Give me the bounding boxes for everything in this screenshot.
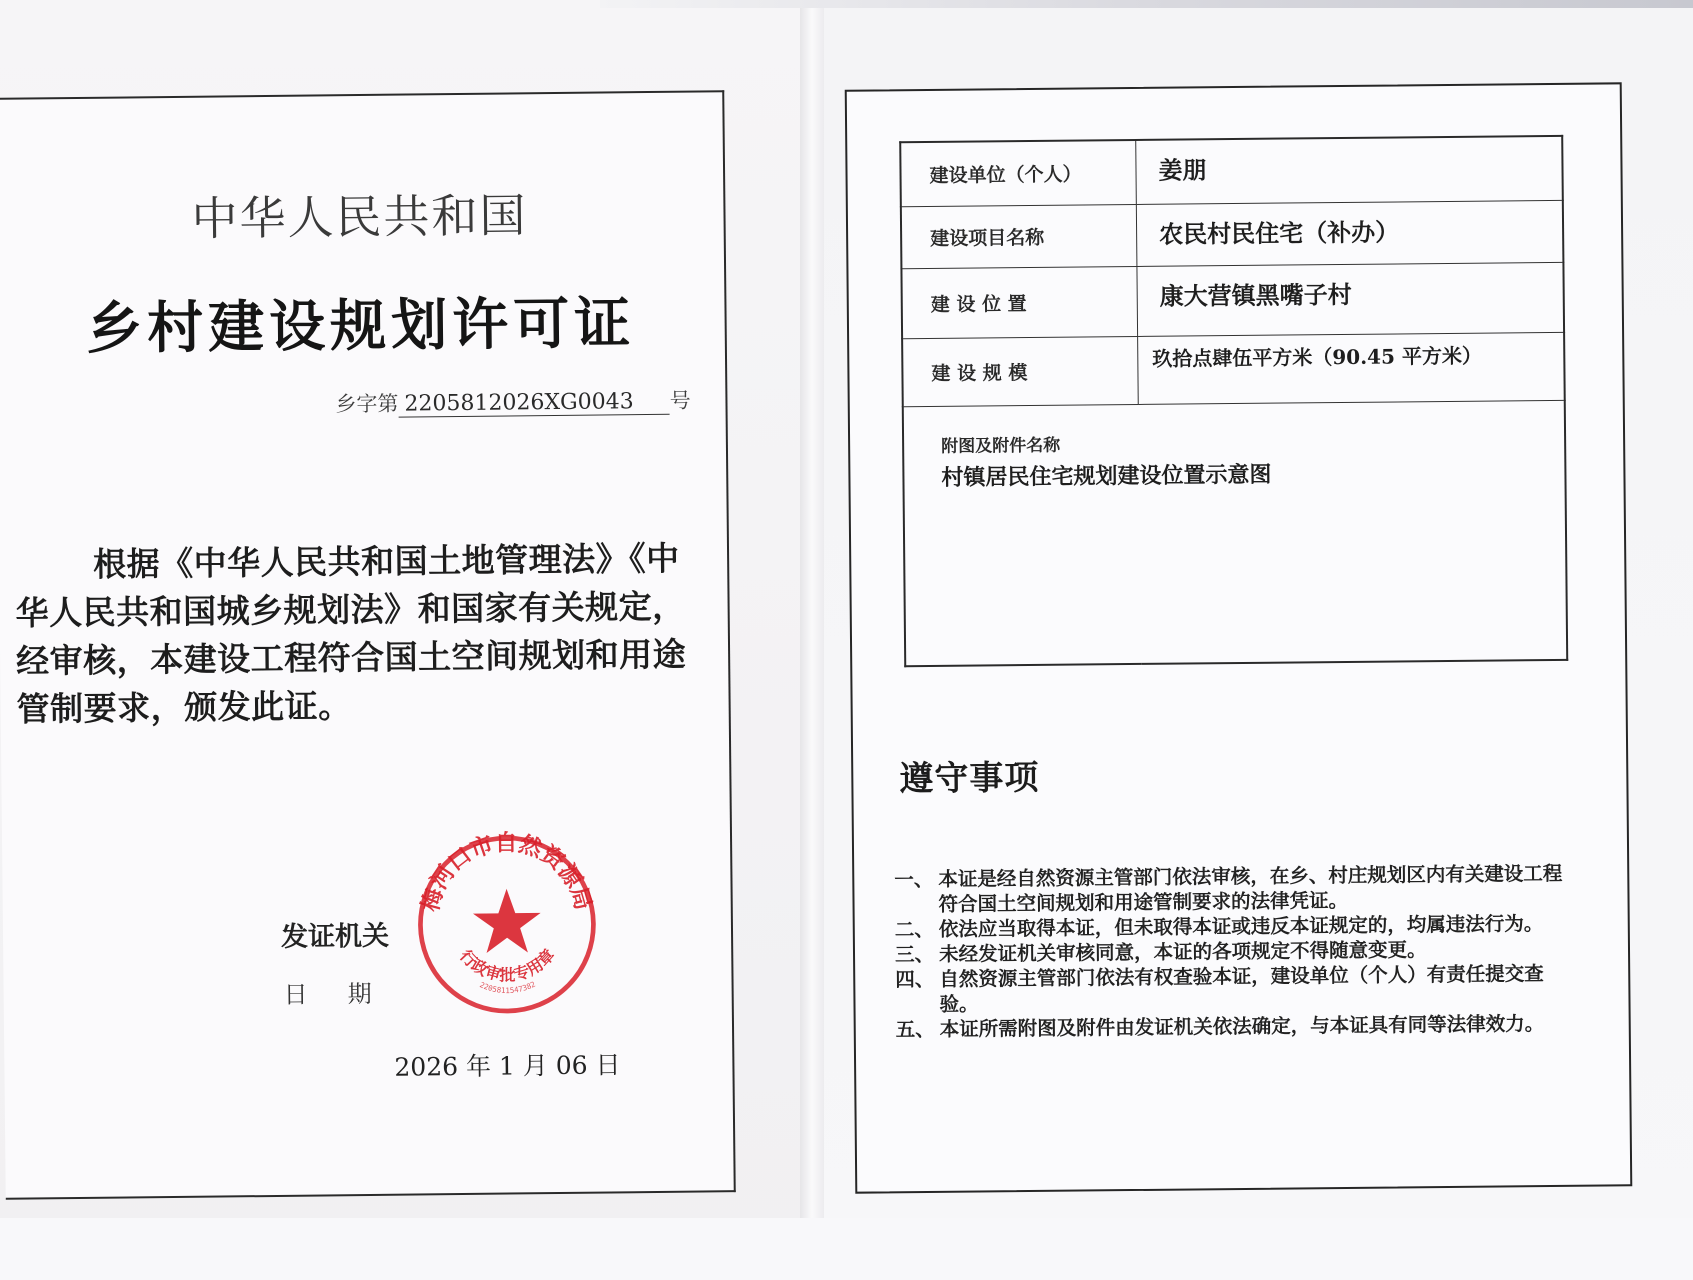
permit-details-table: [899, 135, 1568, 667]
notice-list: [894, 861, 1576, 1043]
unit-value: 姜朋: [1136, 136, 1563, 204]
date-label: 日期: [283, 979, 412, 1009]
list-item: [895, 961, 1575, 1018]
certificate-title: 乡村建设规划许可证: [85, 290, 636, 362]
notice-text: 自然资源主管部门依法有权查验本证，建设单位（个人）有责任提交查验。: [939, 962, 1544, 1016]
notice-number: 三、: [894, 942, 935, 967]
top-edge-strip: [600, 0, 1693, 8]
permit-prefix: 乡字第: [335, 391, 399, 417]
notice-text: 本证所需附图及附件由发证机关依法确定，与本证具有同等法律效力。: [939, 1012, 1545, 1041]
seal-star-icon: [473, 888, 541, 953]
permit-suffix: 号: [669, 388, 691, 413]
notice-title: 遵守事项: [899, 757, 1040, 800]
notice-text: 本证是经自然资源主管部门依法审核，在乡、村庄规划区内有关建设工程符合国土空间规划和用途管制要求的法律凭证。: [938, 861, 1563, 916]
official-seal-stamp: [412, 830, 602, 1020]
project-value: 农民村民住宅（补办）: [1136, 200, 1563, 266]
table-row-scale: [902, 332, 1565, 406]
notice-number: 四、: [895, 967, 935, 992]
notice-number: 五、: [895, 1017, 935, 1042]
legal-basis-paragraph: 根据《中华人民共和国土地管理法》《中华人民共和国城乡规划法》和国家有关规定，经审核，本建设工程符合国土空间规划和用途管制要求，颁发此证。: [15, 538, 687, 729]
scale-label: 建 设 规 模: [902, 336, 1138, 406]
notice-text: 依法应当取得本证，但未取得本证或违反本证规定的，均属违法行为。: [938, 912, 1544, 941]
list-item: [896, 1011, 1576, 1043]
attachments-label: 附图及附件名称: [941, 435, 1061, 457]
issuer-label: 发证机关: [280, 920, 390, 953]
issue-date: 2026 年 1 月 06 日: [394, 1050, 621, 1082]
notice-number: 一、: [894, 867, 934, 892]
seal-bottom-text: 行政审批专用章: [456, 945, 559, 985]
notice-text: 未经发证机关审核同意，本证的各项规定不得随意变更。: [938, 938, 1427, 966]
project-label: 建设项目名称: [901, 204, 1137, 268]
table-row-location: [901, 262, 1564, 338]
attachments-value: 村镇居民住宅规划建设位置示意图: [941, 461, 1272, 491]
table-row-unit: [900, 136, 1563, 206]
seal-top-text: 梅河口市自然资源局: [417, 830, 597, 915]
table-row-attachments: [903, 400, 1567, 666]
permit-number-line: [335, 385, 690, 419]
list-item: [894, 861, 1574, 918]
certificate-details-page: [845, 82, 1633, 1193]
certificate-cover-page: [0, 90, 736, 1200]
permit-number: 2205812026XG0043: [398, 389, 669, 418]
attachments-cell: [903, 400, 1567, 666]
location-label: 建 设 位 置: [901, 266, 1137, 338]
notice-number: 二、: [894, 917, 934, 942]
country-name: 中华人民共和国: [191, 188, 528, 246]
bottom-edge-strip: [0, 1218, 1693, 1280]
unit-label: 建设单位（个人）: [900, 140, 1136, 206]
book-gutter: [800, 0, 824, 1280]
location-value: 康大营镇黑嘴子村: [1137, 262, 1564, 336]
table-row-project: [901, 200, 1564, 268]
seal-code: 2205811547382: [478, 979, 537, 996]
scale-value: 玖拾点肆伍平方米（90.45 平方米）: [1138, 332, 1565, 404]
